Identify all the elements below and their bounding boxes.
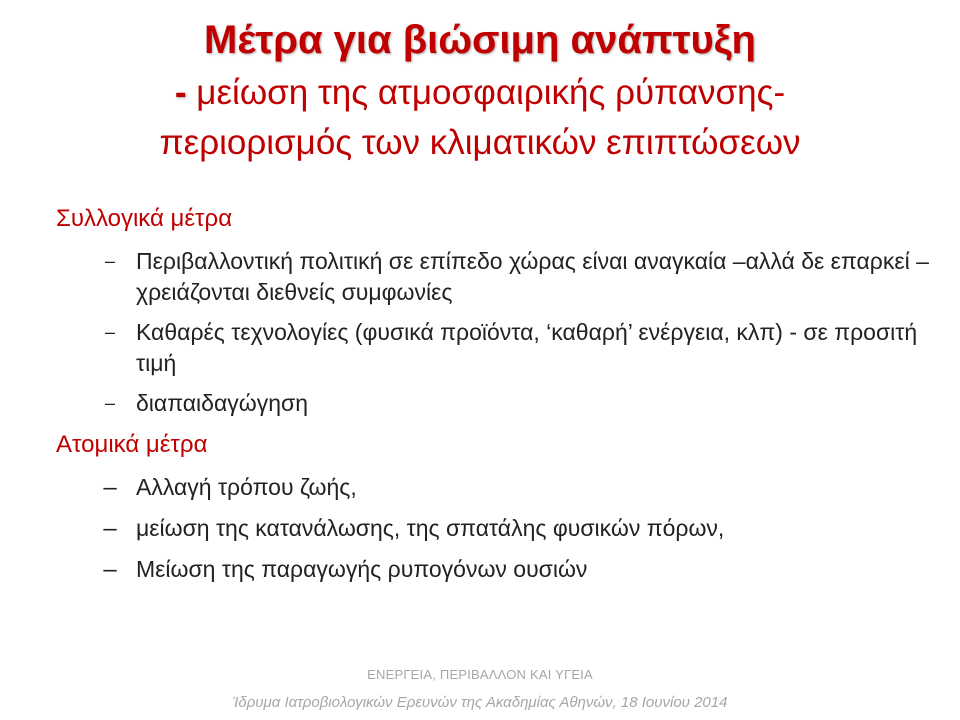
dash-bullet-icon: – <box>103 556 117 583</box>
dash-bullet-icon: – <box>103 515 117 542</box>
list-item-text: διαπαιδαγώγηση <box>136 390 308 416</box>
section-heading-collective: Συλλογικά μέτρα <box>56 205 233 232</box>
title-subtitle-line1 <box>0 68 960 118</box>
list-item-text: Περιβαλλοντική πολιτική σε επίπεδο χώρας είναι αναγκαία –αλλά δε επαρκεί – χρειάζονται διεθνείς συμφωνίες <box>136 248 929 305</box>
individual-measures-list <box>56 472 936 585</box>
list-item-text: Μείωση της παραγωγής ρυπογόνων ουσιών <box>136 556 588 582</box>
section-heading-individual: Ατομικά μέτρα <box>56 431 208 458</box>
list-item-text: Καθαρές τεχνολογίες (φυσικά προϊόντα, ‘καθαρή’ ενέργεια, κλπ) - σε προσιτή τιμή <box>136 319 918 376</box>
title-subtitle-line2: περιορισμός των κλιματικών επιπτώσεων <box>159 123 801 162</box>
list-item <box>56 388 936 419</box>
list-item <box>56 317 936 379</box>
dash-bullet-icon: – <box>104 322 115 342</box>
list-item <box>56 246 936 308</box>
list-item-text: μείωση της κατανάλωσης, της σπατάλης φυσικών πόρων, <box>136 515 725 541</box>
dash-bullet-icon: – <box>104 251 115 271</box>
title-dash: - <box>174 73 187 112</box>
dash-bullet-icon: – <box>103 474 117 501</box>
list-item-text: Αλλαγή τρόπου ζωής, <box>136 474 357 500</box>
footer-event-title: ΕΝΕΡΓΕΙΑ, ΠΕΡΙΒΑΛΛΟΝ ΚΑΙ ΥΓΕΙΑ <box>367 667 593 682</box>
title-main: Μέτρα για βιώσιμη ανάπτυξη <box>204 18 756 62</box>
collective-measures-list <box>56 246 936 419</box>
dash-bullet-icon: – <box>104 393 115 413</box>
slide-content <box>56 202 936 595</box>
list-item <box>56 513 936 544</box>
list-item <box>56 472 936 503</box>
slide-title <box>0 12 960 168</box>
list-item <box>56 554 936 585</box>
title-subtitle-text: μείωση της ατμοσφαιρικής ρύπανσης- <box>196 73 786 112</box>
footer-venue-date: Ίδρυμα Ιατροβιολογικών Ερευνών της Ακαδημίας Αθηνών, 18 Ιουνίου 2014 <box>232 694 728 711</box>
